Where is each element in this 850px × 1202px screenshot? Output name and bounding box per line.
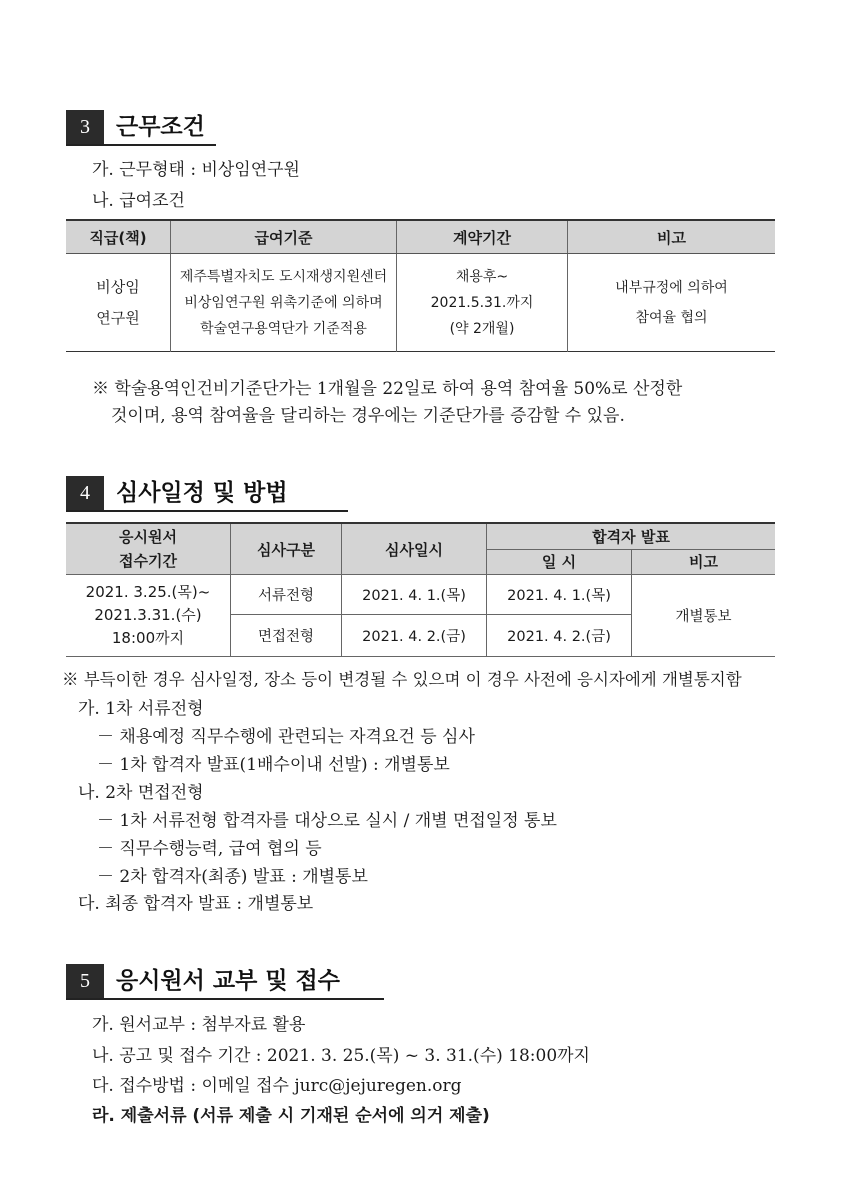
- section-title: 응시원서 교부 및 접수: [116, 968, 340, 994]
- sub-item: － 2차 합격자(최종) 발표 : 개별통보: [97, 867, 368, 887]
- cell-review-type: 서류전형: [231, 575, 342, 615]
- header-review-date: 심사일시: [342, 523, 487, 575]
- item-application-period: 나. 공고 및 접수 기간 : 2021. 3. 25.(목) ~ 3. 31.(수) 18:00까지: [92, 1046, 590, 1066]
- header-announcement: 합격자 발표: [487, 523, 776, 549]
- table-row: [66, 254, 775, 352]
- item-second-interview: 나. 2차 면접전형: [78, 783, 204, 803]
- cell-announcement-date: 2021. 4. 2.(금): [487, 615, 632, 657]
- table-header-row: [66, 220, 775, 254]
- cell-contract-period: 채용후~ 2021.5.31.까지 (약 2개월): [397, 254, 568, 352]
- item-submission-method: 다. 접수방법 : 이메일 접수 jurc@jejuregen.org: [92, 1076, 462, 1096]
- sub-item: － 직무수행능력, 급여 협의 등: [97, 839, 322, 859]
- header-review-type: 심사구분: [231, 523, 342, 575]
- section-3-heading: [66, 110, 216, 144]
- note-line-1: ※ 학술용역인건비기준단가는 1개월을 22일로 하여 용역 참여율 50%로 산정한: [92, 379, 683, 399]
- header-receipt-period: 응시원서 접수기간: [66, 523, 231, 575]
- cell-receipt-period: 2021. 3.25.(목)~ 2021.3.31.(수) 18:00까지: [66, 575, 231, 657]
- item-pay-conditions: 나. 급여조건: [92, 191, 185, 211]
- note-line-2: 것이며, 용역 참여율을 달리하는 경우에는 기준단가를 증감할 수 있음.: [111, 406, 625, 426]
- schedule-table: [66, 522, 775, 657]
- sub-item: － 채용예정 직무수행에 관련되는 자격요건 등 심사: [97, 727, 475, 747]
- header-pay-basis: 급여기준: [171, 220, 397, 254]
- cell-announcement-date: 2021. 4. 1.(목): [487, 575, 632, 615]
- table-header-row: [66, 523, 775, 549]
- cell-pay-basis: 제주특별자치도 도시재생지원센터 비상임연구원 위촉기준에 의하며 학술연구용역단가 기준적용: [171, 254, 397, 352]
- section-number: 5: [66, 964, 104, 998]
- item-first-document: 가. 1차 서류전형: [78, 699, 204, 719]
- cell-remarks: 내부규정에 의하여 참여율 협의: [568, 254, 776, 352]
- item-final-announcement: 다. 최종 합격자 발표 : 개별통보: [78, 894, 314, 914]
- sub-item: － 1차 서류전형 합격자를 대상으로 실시 / 개별 면접일정 통보: [97, 811, 557, 831]
- section-4-heading: [66, 476, 348, 510]
- item-form-distribution: 가. 원서교부 : 첨부자료 활용: [92, 1015, 306, 1035]
- sub-item: － 1차 합격자 발표(1배수이내 선발) : 개별통보: [97, 755, 450, 775]
- header-announcement-date: 일 시: [487, 549, 632, 575]
- pay-conditions-table: [66, 219, 775, 352]
- header-rank: 직급(책): [66, 220, 171, 254]
- header-contract-period: 계약기간: [397, 220, 568, 254]
- cell-review-type: 면접전형: [231, 615, 342, 657]
- section-title: 심사일정 및 방법: [116, 480, 288, 506]
- cell-rank: 비상임 연구원: [96, 277, 140, 327]
- heading-underline: [66, 144, 216, 146]
- schedule-notice: ※ 부득이한 경우 심사일정, 장소 등이 변경될 수 있으며 이 경우 사전에 응시자에게 개별통지함: [62, 670, 742, 689]
- cell-review-date: 2021. 4. 2.(금): [342, 615, 487, 657]
- heading-underline: [66, 998, 384, 1000]
- cell-review-date: 2021. 4. 1.(목): [342, 575, 487, 615]
- item-work-type: 가. 근무형태 : 비상임연구원: [92, 160, 300, 180]
- item-required-documents: 라. 제출서류 (서류 제출 시 기재된 순서에 의거 제출): [92, 1106, 490, 1126]
- header-announcement-note: 비고: [632, 549, 776, 575]
- heading-underline: [66, 510, 348, 512]
- header-remarks: 비고: [568, 220, 776, 254]
- section-number: 3: [66, 110, 104, 144]
- table-row: [66, 575, 775, 615]
- section-title: 근무조건: [116, 114, 205, 140]
- section-5-heading: [66, 964, 384, 998]
- section-number: 4: [66, 476, 104, 510]
- cell-announcement-note: 개별통보: [632, 575, 776, 657]
